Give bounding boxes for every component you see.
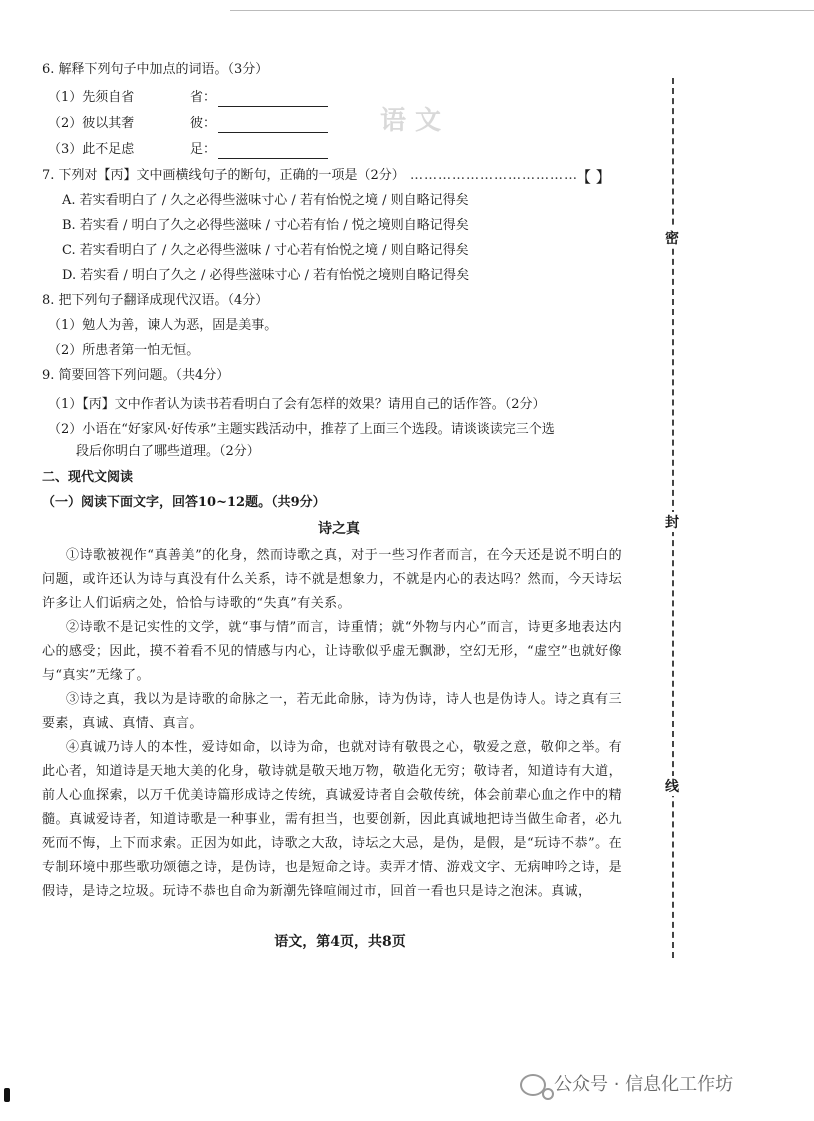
q6-word-2: 彼： bbox=[190, 116, 217, 131]
q6-sentence-3: （3）此不足虑 bbox=[48, 142, 135, 157]
page-footer: 语文，第4页，共8页 bbox=[274, 934, 406, 950]
q6-word-1: 省： bbox=[190, 90, 217, 105]
q6-answer-line-1 bbox=[218, 106, 328, 107]
q9-item-1: （1）【丙】文中作者认为读书若看明白了会有怎样的效果？请用自己的话作答。（2分） bbox=[48, 397, 546, 412]
q8-item-2: （2）所患者第一怕无恒。 bbox=[48, 343, 200, 358]
watermark-text: 公众号 · 信息化工作坊 bbox=[554, 1074, 734, 1095]
q7-answer-bracket: 【 】 bbox=[576, 168, 611, 186]
article-body bbox=[42, 544, 622, 904]
paragraph-2: ②诗歌不是记实性的文学，就“事与情”而言，诗重情；就“外物与内心”而言，诗更多地表达内心的感受；因此，摸不着看不见的情感与内心，让诗歌似乎虚无飘渺，空幻无形，“虚空”也就好像与“真实”无缘了。 bbox=[42, 620, 622, 683]
q9-stem: 9. 简要回答下列问题。（共4分） bbox=[42, 368, 230, 383]
q6-answer-line-2 bbox=[218, 132, 328, 133]
page-top-edge bbox=[230, 10, 814, 11]
watermark bbox=[520, 1070, 733, 1096]
q6-word-3: 足： bbox=[190, 142, 217, 157]
q6-sentence-1: （1）先须自省 bbox=[48, 90, 135, 105]
seal-char-feng: 封 bbox=[659, 512, 685, 532]
q7-option-c: C. 若实看明白了 / 久之必得些滋味 / 寸心若有怡悦之境 / 则自略记得矣 bbox=[62, 243, 469, 258]
q7-leader-dots: ……………………………… bbox=[410, 168, 578, 183]
paragraph-4: ④真诚乃诗人的本性，爱诗如命，以诗为命，也就对诗有敬畏之心，敬爱之意，敬仰之举。有此心者，知道诗是天地大美的化身，敬诗就是敬天地万物，敬造化无穷；敬诗者，知道诗有大道，前人心血探索，以万千优美诗篇形成诗之传统，真诚爱诗者自会敬传统，体会前辈心血之作中的精髓。真诚爱诗者，知道诗歌是一种事业，需有担当，也要创新，因此真诚地把诗当做生命者，必九死而不悔，上下而求索。正因为如此，诗歌之大敌，诗坛之大忌，是伪，是假，是“玩诗不恭”。在专制环境中那些歌功颂德之诗，是伪诗，也是短命之诗。卖弄才情、游戏文字、无病呻吟之诗，是假诗，是诗之垃圾。玩诗不恭也自命为新潮先锋喧闹过市，回首一看也只是诗之泡沫。真诚， bbox=[42, 740, 622, 899]
q8-stem: 8. 把下列句子翻译成现代汉语。（4分） bbox=[42, 293, 269, 308]
subsection-heading: （一）阅读下面文字，回答10~12题。（共9分） bbox=[42, 495, 326, 510]
bleed-through-mark: 语 文 bbox=[380, 106, 442, 136]
q6-sentence-2: （2）彼以其奢 bbox=[48, 116, 135, 131]
q7-option-d: D. 若实看 / 明白了久之 / 必得些滋味寸心 / 若有怡悦之境则自略记得矣 bbox=[62, 268, 470, 283]
q7-stem: 7. 下列对【丙】文中画横线句子的断句，正确的一项是（2分） bbox=[42, 168, 405, 183]
q8-item-1: （1）勉人为善，谏人为恶，固是美事。 bbox=[48, 318, 278, 333]
paragraph-1: ①诗歌被视作“真善美”的化身，然而诗歌之真，对于一些习作者而言，在今天还是说不明白的问题，或许还认为诗与真没有什么关系，诗不就是想象力，不就是内心的表达吗？然而，今天诗坛许多让人们诟病之处，恰恰与诗歌的“失真”有关系。 bbox=[42, 548, 622, 611]
paragraph-3: ③诗之真，我以为是诗歌的命脉之一，若无此命脉，诗为伪诗，诗人也是伪诗人。诗之真有三要素，真诚、真情、真言。 bbox=[42, 692, 622, 731]
seal-char-xian: 线 bbox=[659, 776, 685, 796]
scan-edge-mark bbox=[4, 1088, 10, 1102]
seal-char-mi: 密 bbox=[659, 228, 685, 248]
q7-option-a: A. 若实看明白了 / 久之必得些滋味寸心 / 若有怡悦之境 / 则自略记得矣 bbox=[62, 193, 469, 208]
wechat-icon bbox=[520, 1074, 546, 1096]
section-heading: 二、现代文阅读 bbox=[42, 470, 134, 485]
q7-option-b: B. 若实看 / 明白了久之必得些滋味 / 寸心若有怡 / 悦之境则自略记得矣 bbox=[62, 218, 469, 233]
q6-answer-line-3 bbox=[218, 158, 328, 159]
article-title: 诗之真 bbox=[318, 521, 360, 537]
q6-stem: 6. 解释下列句子中加点的词语。（3分） bbox=[42, 62, 269, 77]
q9-item-2: （2）小语在“好家风·好传承”主题实践活动中，推荐了上面三个选段。请谈谈读完三个选 bbox=[48, 422, 555, 437]
q9-item-2-cont: 段后你明白了哪些道理。（2分） bbox=[76, 444, 260, 459]
